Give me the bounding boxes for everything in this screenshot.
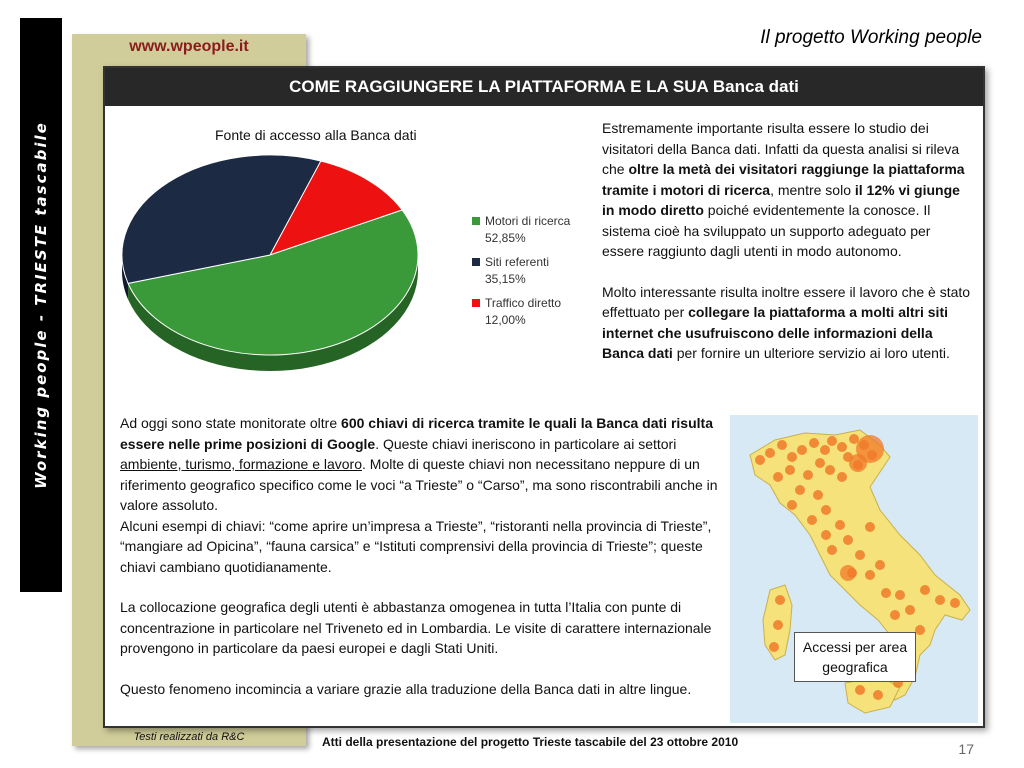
map-visit-dot	[843, 535, 853, 545]
map-visit-dot	[855, 685, 865, 695]
map-visit-dot	[865, 570, 875, 580]
legend-value: 35,15%	[485, 272, 526, 286]
map-visit-dot	[837, 472, 847, 482]
map-visit-dot	[835, 520, 845, 530]
main-paragraph-1	[120, 413, 730, 516]
map-visit-dot	[821, 505, 831, 515]
map-visit-dot	[785, 465, 795, 475]
legend-item-siti	[472, 254, 570, 288]
map-visit-dot	[873, 690, 883, 700]
text-span: Molto interessante risulta inoltre essere il lavoro che è stato effettuato per	[602, 283, 971, 320]
map-visit-dot	[777, 440, 787, 450]
map-visit-dot	[765, 448, 775, 458]
right-paragraph-2	[602, 282, 974, 364]
credits-note: Testi realizzati da R&C	[133, 731, 245, 743]
legend-swatch	[472, 217, 480, 225]
map-visit-dot	[920, 585, 930, 595]
bold-span: il 12% vi giunge in modo diretto	[602, 181, 960, 218]
map-visit-dot	[797, 445, 807, 455]
legend-label: Siti referenti	[485, 255, 550, 269]
chart-title: Fonte di accesso alla Banca dati	[215, 127, 417, 143]
map-visit-dot	[787, 500, 797, 510]
main-paragraph-2: Alcuni esempi di chiavi: “come aprire un’impresa a Trieste”, “ristoranti nella provincia di Trieste”, “mangiare ad Opicina”, “fauna carsica” e “Istituti comprensivi della provincia di Trieste”; queste chiavi cambiano quotidianamente.	[120, 517, 712, 575]
legend-label: Traffico diretto	[485, 296, 562, 310]
legend-value: 52,85%	[485, 231, 526, 245]
main-paragraph-4: Questo fenomeno incomincia a variare grazie alla traduzione della Banca dati in altre lingue.	[120, 680, 692, 697]
map-visit-dot	[881, 588, 891, 598]
map-visit-dot	[820, 445, 830, 455]
map-visit-dot	[769, 642, 779, 652]
map-visit-dot	[890, 610, 900, 620]
footer-note: Atti della presentazione del progetto Trieste tascabile del 23 ottobre 2010	[322, 735, 739, 749]
main-text-block	[120, 413, 730, 699]
text-span: Ad oggi sono state monitorate oltre	[120, 415, 342, 431]
map-visit-dot	[849, 434, 859, 444]
map-visit-dot	[875, 560, 885, 570]
map-visit-dot	[935, 595, 945, 605]
paragraph-gap	[120, 577, 730, 597]
panel-title: COME RAGGIUNGERE LA PIATTAFORMA E LA SUA Banca dati	[105, 68, 983, 106]
map-visit-dot	[950, 598, 960, 608]
map-visit-dot	[905, 605, 915, 615]
map-visit-dot	[773, 472, 783, 482]
legend-label: Motori di ricerca	[485, 214, 571, 228]
map-visit-dot	[809, 438, 819, 448]
sidebar-vertical-title: Working people - TRIESTE tascabile	[32, 121, 50, 489]
map-visit-dot	[855, 550, 865, 560]
text-span: . Queste chiavi ineriscono in particolare ai settori	[375, 435, 677, 452]
map-concentration-dot	[840, 565, 856, 581]
map-visit-dot	[827, 545, 837, 555]
map-visit-dot	[837, 442, 847, 452]
text-span: poiché evidentemente la conosce. Il sistema cioè ha sviluppato un supporto adeguato per essere raggiunto dagli utenti in modo autonomo.	[602, 202, 931, 259]
text-span: , mentre solo	[770, 181, 855, 198]
bold-span: oltre la metà dei visitatori raggiunge la piattaforma tramite i motori di ricerca	[602, 161, 965, 198]
bold-span: collegare la piattaforma a molti altri siti internet che usufruiscono delle informazioni della Banca dati	[602, 304, 948, 361]
map-visit-dot	[825, 465, 835, 475]
map-visit-dot	[775, 595, 785, 605]
legend-item-motori	[472, 213, 570, 247]
main-paragraph-3: La collocazione geografica degli utenti è abbastanza omogenea in tutta l’Italia con punte di concentrazione in particolare nel Triveneto ed in Lombardia. Le visite di carattere internazionale provengono in particolare da paesi europei e dagli Stati Uniti.	[120, 599, 712, 656]
legend-swatch	[472, 299, 480, 307]
right-paragraph-1	[602, 118, 974, 262]
text-span: Estremamente importante risulta essere lo studio dei visitatori della Banca dati. Infatti da questa analisi si rileva che	[602, 120, 960, 177]
text-span: . Molte di queste chiavi non necessitano neppure di un riferimento geografico specifico come le voci “a Trieste” o “Carso”, ma sono riscontrabili anche in valore assoluto.	[120, 456, 718, 513]
bold-span: 600 chiavi di ricerca tramite le quali la Banca dati risulta essere nelle prime posizioni di Google	[120, 415, 713, 452]
right-text-block	[602, 118, 974, 364]
legend-swatch	[472, 258, 480, 266]
map-label: Accessi per area geografica	[794, 632, 916, 682]
legend-value: 12,00%	[485, 313, 526, 327]
map-concentration-dot	[849, 454, 867, 472]
map-visit-dot	[773, 620, 783, 630]
underlined-span: ambiente, turismo, formazione e lavoro	[120, 456, 362, 472]
text-span: per fornire un ulteriore servizio ai loro utenti.	[672, 345, 950, 361]
map-visit-dot	[895, 590, 905, 600]
paragraph-gap	[120, 659, 730, 679]
chart-legend	[472, 213, 570, 336]
map-visit-dot	[915, 625, 925, 635]
map-visit-dot	[803, 470, 813, 480]
map-visit-dot	[807, 515, 817, 525]
map-visit-dot	[813, 490, 823, 500]
legend-item-traffico	[472, 295, 570, 329]
map-visit-dot	[827, 436, 837, 446]
page-header-title: Il progetto Working people	[760, 27, 982, 48]
website-link[interactable]: www.wpeople.it	[129, 38, 249, 55]
pie-chart	[112, 150, 432, 400]
map-visit-dot	[787, 452, 797, 462]
map-visit-dot	[755, 455, 765, 465]
map-visit-dot	[795, 485, 805, 495]
map-visit-dot	[815, 458, 825, 468]
page-number: 17	[958, 741, 974, 757]
map-visit-dot	[821, 530, 831, 540]
map-visit-dot	[865, 522, 875, 532]
paragraph-gap	[602, 262, 974, 282]
